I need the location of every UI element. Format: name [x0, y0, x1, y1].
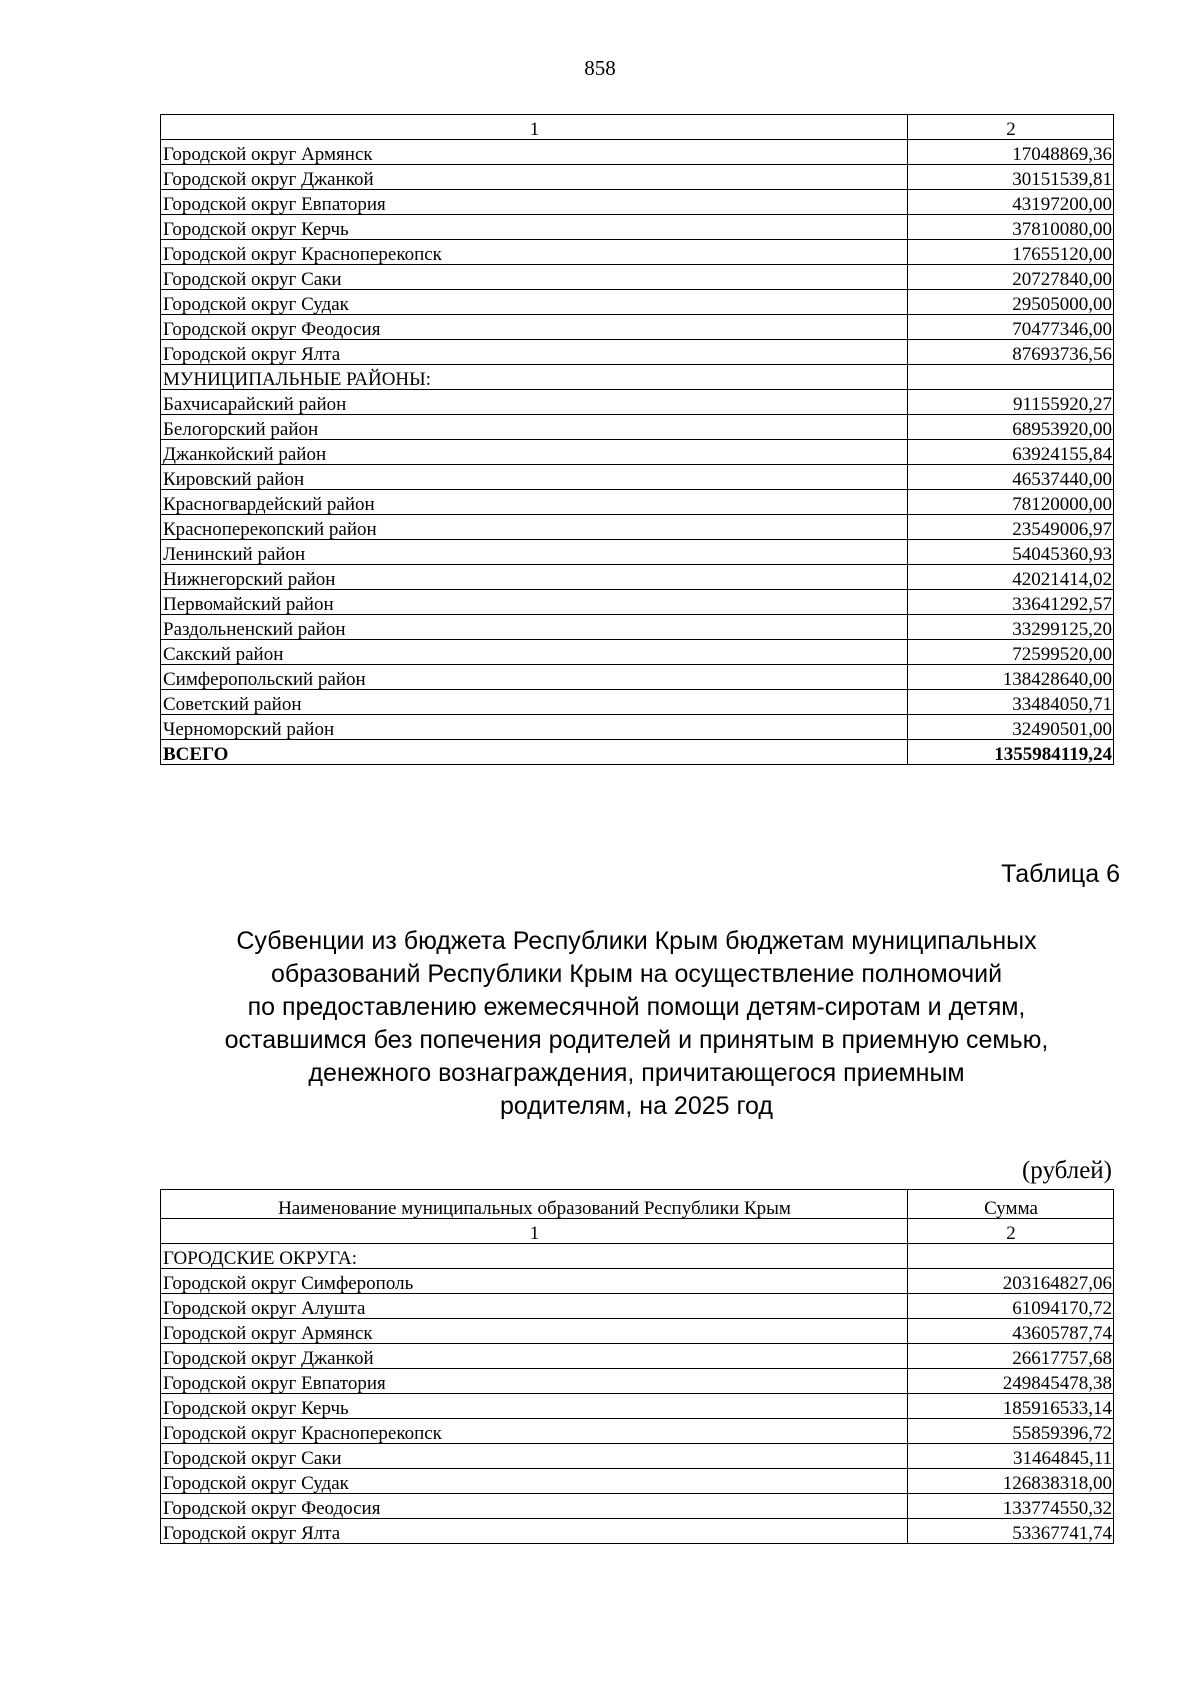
table-row [161, 640, 1114, 665]
table-row [161, 1319, 1114, 1344]
budget-table-continued [160, 114, 1114, 765]
row-name: Городской округ Керчь [161, 1394, 908, 1419]
row-amount [908, 1244, 1114, 1269]
row-amount: 133774550,32 [908, 1494, 1114, 1519]
table-row [161, 240, 1114, 265]
row-amount: 33641292,57 [908, 590, 1114, 615]
row-name: Бахчисарайский район [161, 390, 908, 415]
table-row [161, 1419, 1114, 1444]
row-name: Городской округ Джанкой [161, 1344, 908, 1369]
table-row [161, 565, 1114, 590]
row-amount: 23549006,97 [908, 515, 1114, 540]
row-name: Городской округ Красноперекопск [161, 1419, 908, 1444]
column-number: 2 [908, 115, 1114, 140]
row-name: Городской округ Симферополь [161, 1269, 908, 1294]
row-amount: 17048869,36 [908, 140, 1114, 165]
column-number-row [161, 1219, 1114, 1244]
row-amount: 61094170,72 [908, 1294, 1114, 1319]
row-name: Городской округ Феодосия [161, 315, 908, 340]
row-name: Городской округ Евпатория [161, 190, 908, 215]
table-row [161, 540, 1114, 565]
title-line: Субвенции из бюджета Республики Крым бюджетам муниципальных [236, 927, 1037, 955]
row-amount: 138428640,00 [908, 665, 1114, 690]
row-name: Симферопольский район [161, 665, 908, 690]
row-name: Городской округ Судак [161, 290, 908, 315]
units-label: (рублей) [1021, 1157, 1112, 1184]
row-name: Городской округ Армянск [161, 140, 908, 165]
row-name: Первомайский район [161, 590, 908, 615]
table-row [161, 1394, 1114, 1419]
subventions-table [160, 1189, 1114, 1544]
row-name: Черноморский район [161, 715, 908, 740]
row-amount: 46537440,00 [908, 465, 1114, 490]
row-name: Джанкойский район [161, 440, 908, 465]
total-row [161, 740, 1114, 765]
row-amount: 63924155,84 [908, 440, 1114, 465]
table-row [161, 290, 1114, 315]
table-row [161, 440, 1114, 465]
row-name: ГОРОДСКИЕ ОКРУГА: [161, 1244, 908, 1269]
table-row [161, 340, 1114, 365]
table-row [161, 365, 1114, 390]
row-name: Нижнегорский район [161, 565, 908, 590]
table-row [161, 465, 1114, 490]
header-amount: Сумма [908, 1190, 1114, 1219]
row-amount: 17655120,00 [908, 240, 1114, 265]
table-row [161, 1244, 1114, 1269]
total-label: ВСЕГО [161, 740, 908, 765]
row-amount: 33484050,71 [908, 690, 1114, 715]
row-amount: 68953920,00 [908, 415, 1114, 440]
column-number: 2 [908, 1219, 1114, 1244]
table-title [160, 925, 1113, 1123]
row-name: Красногвардейский район [161, 490, 908, 515]
row-name: Городской округ Алушта [161, 1294, 908, 1319]
row-amount: 203164827,06 [908, 1269, 1114, 1294]
row-amount: 30151539,81 [908, 165, 1114, 190]
row-amount: 185916533,14 [908, 1394, 1114, 1419]
table-row [161, 415, 1114, 440]
table-row [161, 690, 1114, 715]
table-row [161, 1294, 1114, 1319]
row-amount: 33299125,20 [908, 615, 1114, 640]
table-row [161, 490, 1114, 515]
row-amount: 43197200,00 [908, 190, 1114, 215]
row-amount: 78120000,00 [908, 490, 1114, 515]
row-name: Городской округ Ялта [161, 1519, 908, 1544]
table-row [161, 390, 1114, 415]
row-name: Городской округ Евпатория [161, 1369, 908, 1394]
row-amount: 54045360,93 [908, 540, 1114, 565]
row-name: Городской округ Армянск [161, 1319, 908, 1344]
title-line: оставшимся без попечения родителей и принятым в приемную семью, [224, 1026, 1049, 1054]
table-row [161, 1469, 1114, 1494]
row-name: Городской округ Саки [161, 265, 908, 290]
row-amount: 72599520,00 [908, 640, 1114, 665]
table-row [161, 615, 1114, 640]
row-name: Городской округ Ялта [161, 340, 908, 365]
header-name: Наименование муниципальных образований Республики Крым [161, 1190, 908, 1219]
table-row [161, 165, 1114, 190]
table-row [161, 590, 1114, 615]
table-row [161, 190, 1114, 215]
title-line: родителям, на 2025 год [500, 1092, 773, 1120]
row-name: Раздольненский район [161, 615, 908, 640]
total-amount: 1355984119,24 [908, 740, 1114, 765]
row-name: МУНИЦИПАЛЬНЫЕ РАЙОНЫ: [161, 365, 908, 390]
table-row [161, 140, 1114, 165]
table-row [161, 1494, 1114, 1519]
row-name: Городской округ Керчь [161, 215, 908, 240]
row-name: Советский район [161, 690, 908, 715]
row-amount: 91155920,27 [908, 390, 1114, 415]
table-row [161, 1269, 1114, 1294]
title-line: по предоставлению ежемесячной помощи детям-сиротам и детям, [247, 993, 1026, 1021]
table-row [161, 265, 1114, 290]
table-row [161, 1369, 1114, 1394]
row-amount: 53367741,74 [908, 1519, 1114, 1544]
row-amount: 29505000,00 [908, 290, 1114, 315]
row-amount [908, 365, 1114, 390]
row-name: Кировский район [161, 465, 908, 490]
row-amount: 31464845,11 [908, 1444, 1114, 1469]
row-name: Сакский район [161, 640, 908, 665]
page-number: 858 [584, 56, 616, 80]
table-row [161, 715, 1114, 740]
row-amount: 87693736,56 [908, 340, 1114, 365]
row-amount: 55859396,72 [908, 1419, 1114, 1444]
table-row [161, 515, 1114, 540]
column-number: 1 [161, 1219, 908, 1244]
row-name: Красноперекопский район [161, 515, 908, 540]
table-row [161, 215, 1114, 240]
row-name: Городской округ Саки [161, 1444, 908, 1469]
row-name: Белогорский район [161, 415, 908, 440]
row-name: Ленинский район [161, 540, 908, 565]
row-amount: 26617757,68 [908, 1344, 1114, 1369]
row-amount: 37810080,00 [908, 215, 1114, 240]
title-line: образований Республики Крым на осуществление полномочий [270, 960, 1003, 988]
table-row [161, 315, 1114, 340]
table-row [161, 1344, 1114, 1369]
row-amount: 43605787,74 [908, 1319, 1114, 1344]
row-amount: 126838318,00 [908, 1469, 1114, 1494]
row-amount: 249845478,38 [908, 1369, 1114, 1394]
column-number-row [161, 115, 1114, 140]
table-row [161, 1519, 1114, 1544]
header-row [161, 1190, 1114, 1219]
row-amount: 20727840,00 [908, 265, 1114, 290]
row-amount: 70477346,00 [908, 315, 1114, 340]
table-row [161, 665, 1114, 690]
row-name: Городской округ Феодосия [161, 1494, 908, 1519]
row-name: Городской округ Красноперекопск [161, 240, 908, 265]
title-line: денежного вознаграждения, причитающегося приемным [308, 1059, 965, 1087]
row-amount: 32490501,00 [908, 715, 1114, 740]
row-name: Городской округ Джанкой [161, 165, 908, 190]
column-number: 1 [161, 115, 908, 140]
row-amount: 42021414,02 [908, 565, 1114, 590]
table-label: Таблица 6 [1001, 860, 1120, 888]
row-name: Городской округ Судак [161, 1469, 908, 1494]
table-row [161, 1444, 1114, 1469]
